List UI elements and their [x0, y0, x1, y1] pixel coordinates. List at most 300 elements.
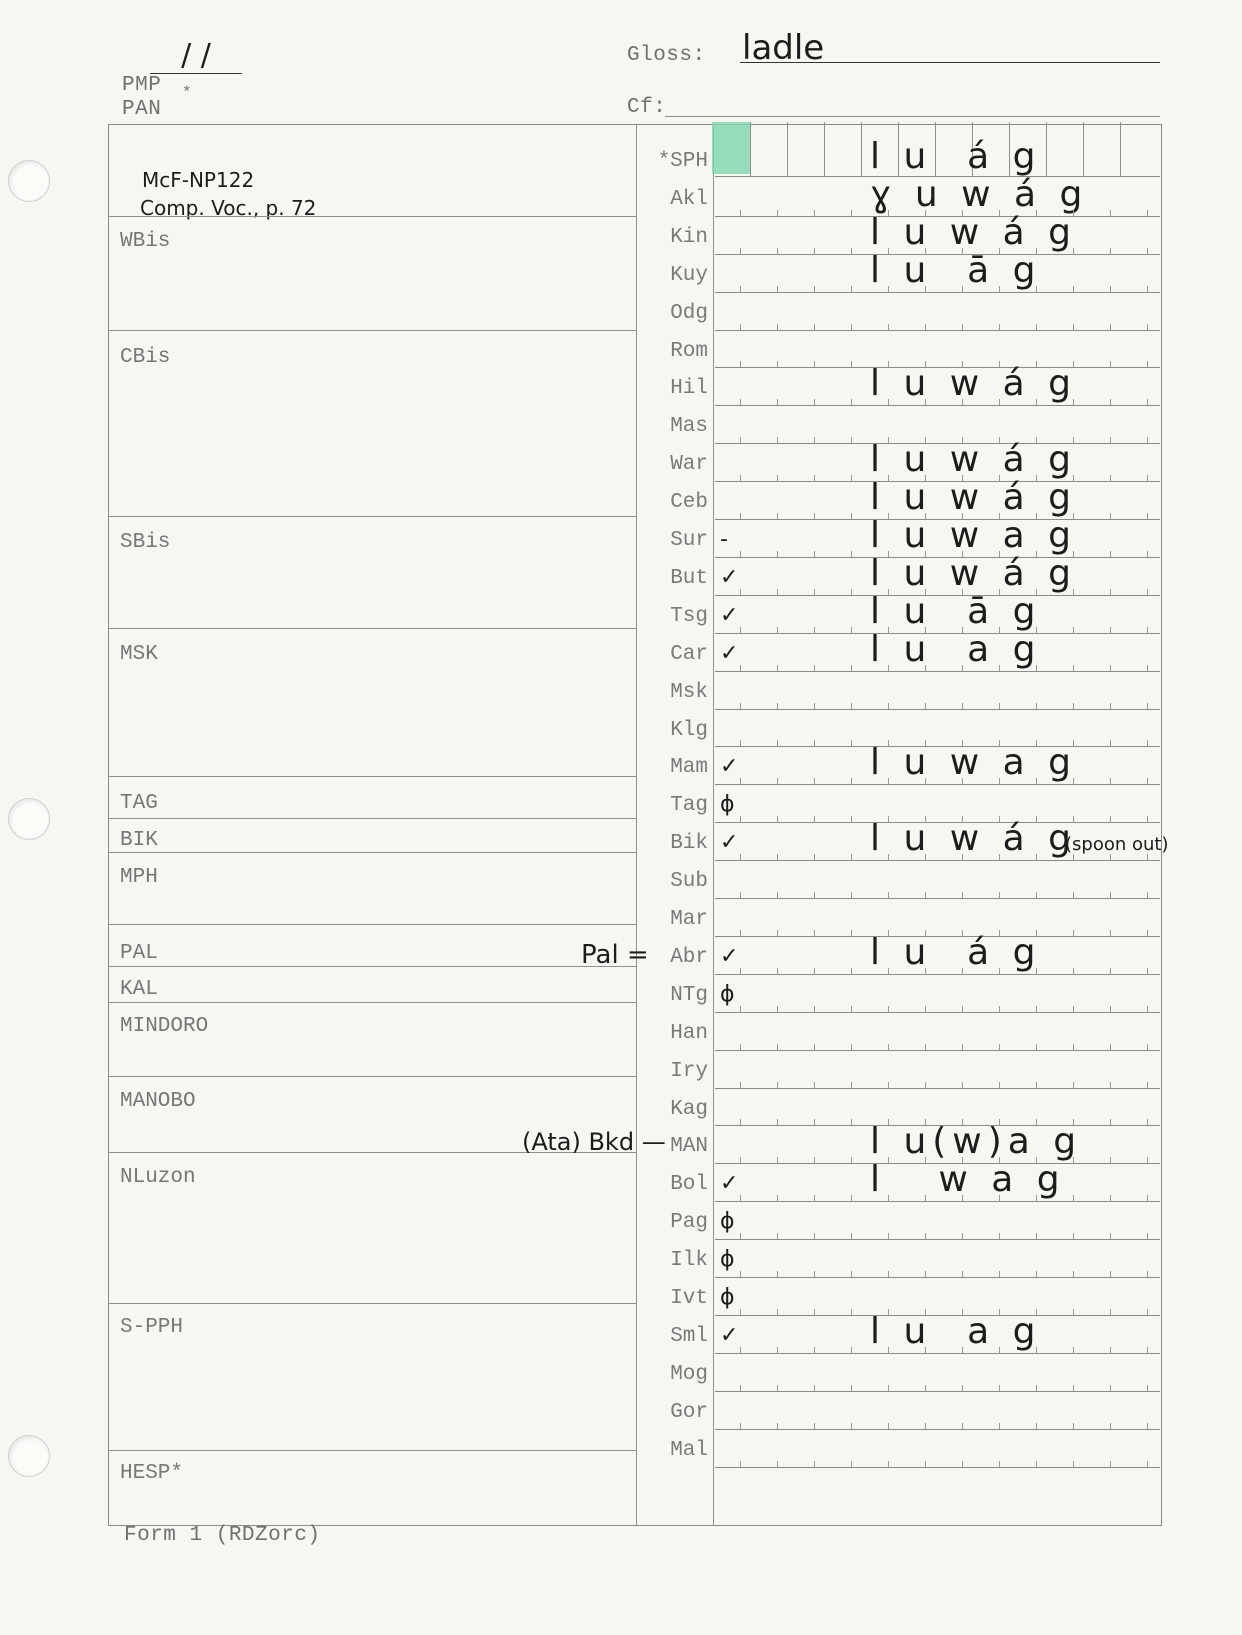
row-tick: [777, 248, 778, 254]
row-tick: [777, 589, 778, 595]
row-tick: [740, 665, 741, 671]
row-tick: [814, 248, 815, 254]
row-tick: [1073, 968, 1074, 974]
row-line: [715, 1353, 1160, 1354]
row-tick: [1073, 1195, 1074, 1201]
row-tick: [740, 1347, 741, 1353]
row-tick: [999, 286, 1000, 292]
row-mark: ϕ: [720, 1247, 735, 1273]
reflex-form: l u ā g: [870, 249, 1042, 291]
row-tick: [740, 513, 741, 519]
row-tick: [851, 589, 852, 595]
row-tick: [851, 703, 852, 709]
sph-box-line: [1083, 122, 1084, 176]
row-tick: [851, 1461, 852, 1467]
row-tick: [888, 1195, 889, 1201]
row-tick: [740, 778, 741, 784]
language-code: Msk: [670, 680, 708, 704]
row-line: [715, 1277, 1160, 1278]
row-tick: [888, 703, 889, 709]
reflex-form: l u w á g: [870, 439, 1077, 481]
row-tick: [777, 437, 778, 443]
language-code: Kin: [670, 225, 708, 249]
row-tick: [814, 513, 815, 519]
row-tick: [740, 210, 741, 216]
row-tick: [962, 968, 963, 974]
row-tick: [777, 1233, 778, 1239]
row-tick: [962, 1347, 963, 1353]
row-tick: [999, 892, 1000, 898]
row-tick: [1036, 1461, 1037, 1467]
row-mark: ✓: [720, 943, 739, 969]
reflex-note: (spoon out): [1065, 834, 1169, 856]
row-tick: [777, 892, 778, 898]
row-tick: [814, 1157, 815, 1163]
row-line: [715, 1050, 1160, 1051]
row-tick: [1147, 1461, 1148, 1467]
punch-hole-middle: [8, 798, 50, 840]
row-tick: [1036, 665, 1037, 671]
sph-box-line: [787, 122, 788, 176]
row-tick: [814, 1233, 815, 1239]
row-tick: [740, 627, 741, 633]
row-tick: [1110, 437, 1111, 443]
row-tick: [814, 589, 815, 595]
group-label-cbis: CBis: [120, 346, 171, 369]
left-column-divider: [636, 124, 637, 1526]
row-tick: [1110, 1044, 1111, 1050]
row-tick: [1147, 665, 1148, 671]
row-line: [715, 1467, 1160, 1468]
highlighted-cell: [712, 122, 750, 174]
language-code: Hil: [670, 377, 708, 401]
language-code: Ivt: [670, 1287, 708, 1310]
row-tick: [1110, 1082, 1111, 1088]
reflex-form: l u w a g: [870, 742, 1077, 784]
row-tick: [814, 740, 815, 746]
row-tick: [814, 778, 815, 784]
group-divider: [108, 776, 636, 777]
row-tick: [962, 1423, 963, 1429]
row-line: [715, 860, 1160, 861]
reflex-form: l u w á g: [870, 363, 1077, 405]
row-tick: [777, 1044, 778, 1050]
row-tick: [1036, 1347, 1037, 1353]
row-tick: [925, 1271, 926, 1277]
row-tick: [962, 399, 963, 405]
row-tick: [777, 1347, 778, 1353]
row-tick: [1147, 1347, 1148, 1353]
group-label-nluzon: NLuzon: [120, 1166, 196, 1189]
row-tick: [777, 740, 778, 746]
row-tick: [814, 1385, 815, 1391]
row-tick: [851, 627, 852, 633]
row-tick: [925, 854, 926, 860]
row-tick: [740, 286, 741, 292]
row-tick: [851, 1385, 852, 1391]
reflex-form: l u á g: [870, 931, 1042, 973]
language-code: Iry: [670, 1059, 708, 1083]
row-tick: [814, 551, 815, 557]
row-tick: [999, 1195, 1000, 1201]
language-code: Klg: [670, 718, 708, 742]
row-tick: [1147, 1233, 1148, 1239]
group-divider: [108, 330, 636, 331]
row-tick: [1110, 210, 1111, 216]
language-code: MAN: [670, 1135, 708, 1159]
row-tick: [1110, 399, 1111, 405]
row-tick: [777, 1006, 778, 1012]
row-tick: [740, 930, 741, 936]
row-tick: [1110, 1385, 1111, 1391]
row-tick: [925, 778, 926, 784]
language-code: But: [670, 566, 708, 590]
row-mark: ϕ: [720, 792, 735, 818]
row-tick: [777, 1461, 778, 1467]
row-line: [715, 1391, 1160, 1392]
group-divider: [108, 966, 636, 967]
row-tick: [962, 1006, 963, 1012]
row-tick: [1110, 892, 1111, 898]
row-tick: [999, 1006, 1000, 1012]
row-tick: [777, 627, 778, 633]
row-tick: [999, 1461, 1000, 1467]
reflex-form: l u w á g: [870, 477, 1077, 519]
row-tick: [962, 665, 963, 671]
reflex-form: l u w á g: [870, 552, 1077, 594]
row-tick: [925, 968, 926, 974]
language-code: Sml: [670, 1324, 708, 1348]
row-tick: [962, 1044, 963, 1050]
row-tick: [814, 437, 815, 443]
row-tick: [740, 1233, 741, 1239]
row-tick: [814, 361, 815, 367]
row-tick: [740, 551, 741, 557]
row-tick: [1110, 627, 1111, 633]
row-tick: [1036, 778, 1037, 784]
row-tick: [1036, 324, 1037, 330]
row-tick: [1036, 854, 1037, 860]
language-code: Sub: [670, 870, 708, 894]
language-code: Abr: [670, 945, 708, 969]
row-tick: [814, 286, 815, 292]
row-tick: [888, 665, 889, 671]
row-tick: [814, 930, 815, 936]
row-tick: [777, 551, 778, 557]
reflex-form: l u w á g: [870, 818, 1077, 860]
row-tick: [777, 1309, 778, 1315]
row-line: [715, 784, 1160, 785]
row-tick: [740, 1385, 741, 1391]
row-tick: [851, 551, 852, 557]
row-tick: [1073, 1385, 1074, 1391]
row-mark: ϕ: [720, 1209, 735, 1235]
row-tick: [1073, 627, 1074, 633]
row-tick: [1073, 1006, 1074, 1012]
row-tick: [777, 854, 778, 860]
row-tick: [777, 1195, 778, 1201]
group-divider: [108, 1002, 636, 1003]
group-label-mph: MPH: [120, 866, 158, 889]
row-tick: [1036, 703, 1037, 709]
row-tick: [1147, 1119, 1148, 1125]
row-tick: [888, 286, 889, 292]
row-tick: [740, 437, 741, 443]
row-tick: [740, 740, 741, 746]
row-tick: [777, 930, 778, 936]
gloss-label: Gloss:: [627, 44, 706, 67]
row-tick: [1073, 1347, 1074, 1353]
row-tick: [851, 437, 852, 443]
pal-equals-note: Pal =: [581, 940, 649, 970]
row-tick: [1110, 1271, 1111, 1277]
row-tick: [962, 1461, 963, 1467]
language-code: Kag: [670, 1097, 708, 1121]
row-tick: [851, 740, 852, 746]
row-tick: [814, 968, 815, 974]
row-tick: [925, 1082, 926, 1088]
row-tick: [1147, 1385, 1148, 1391]
row-tick: [1073, 1233, 1074, 1239]
row-tick: [888, 1006, 889, 1012]
group-label-msk: MSK: [120, 643, 158, 666]
row-tick: [851, 1271, 852, 1277]
form-footer: Form 1 (RDZorc): [124, 1524, 321, 1547]
row-tick: [888, 1271, 889, 1277]
row-tick: [851, 854, 852, 860]
row-tick: [740, 968, 741, 974]
row-tick: [962, 1195, 963, 1201]
row-tick: [962, 1271, 963, 1277]
row-tick: [814, 324, 815, 330]
row-tick: [925, 1423, 926, 1429]
row-tick: [962, 1082, 963, 1088]
row-tick: [999, 1385, 1000, 1391]
language-code: Car: [670, 642, 708, 666]
group-label-bik: BIK: [120, 829, 158, 852]
group-label-mindoro: MINDORO: [120, 1015, 209, 1038]
row-tick: [888, 1461, 889, 1467]
language-code: Han: [670, 1021, 708, 1045]
row-tick: [888, 1423, 889, 1429]
row-tick: [1073, 930, 1074, 936]
row-tick: [1147, 968, 1148, 974]
row-tick: [851, 324, 852, 330]
row-line: [715, 292, 1160, 293]
row-tick: [851, 475, 852, 481]
row-mark: ✓: [720, 564, 739, 590]
row-tick: [1147, 816, 1148, 822]
row-tick: [925, 1385, 926, 1391]
row-tick: [777, 324, 778, 330]
row-tick: [1110, 1119, 1111, 1125]
sph-box-line: [824, 122, 825, 176]
row-tick: [1110, 740, 1111, 746]
row-tick: [814, 892, 815, 898]
row-tick: [777, 210, 778, 216]
row-tick: [1110, 1347, 1111, 1353]
row-line: [715, 1239, 1160, 1240]
row-tick: [851, 1157, 852, 1163]
row-tick: [777, 1157, 778, 1163]
row-tick: [1073, 1309, 1074, 1315]
row-tick: [925, 1461, 926, 1467]
row-tick: [777, 1385, 778, 1391]
row-tick: [962, 892, 963, 898]
row-tick: [814, 1082, 815, 1088]
language-code: Tag: [670, 794, 708, 818]
row-tick: [851, 892, 852, 898]
row-tick: [851, 1423, 852, 1429]
row-tick: [1073, 703, 1074, 709]
row-tick: [999, 324, 1000, 330]
group-label-sph: S-PPH: [120, 1316, 184, 1339]
row-line: [715, 330, 1160, 331]
sph-box-line: [1046, 122, 1047, 176]
row-tick: [1073, 665, 1074, 671]
row-tick: [1036, 1233, 1037, 1239]
row-tick: [851, 1044, 852, 1050]
row-tick: [999, 1233, 1000, 1239]
row-tick: [740, 1157, 741, 1163]
row-tick: [851, 665, 852, 671]
row-tick: [1073, 1271, 1074, 1277]
row-tick: [740, 816, 741, 822]
row-tick: [740, 892, 741, 898]
row-tick: [925, 1044, 926, 1050]
row-line: [715, 671, 1160, 672]
row-tick: [1110, 1233, 1111, 1239]
row-tick: [1073, 324, 1074, 330]
row-tick: [814, 475, 815, 481]
row-tick: [1036, 1385, 1037, 1391]
row-tick: [999, 399, 1000, 405]
row-tick: [851, 930, 852, 936]
row-line: [715, 1088, 1160, 1089]
row-tick: [740, 248, 741, 254]
row-tick: [1036, 286, 1037, 292]
language-code: Mam: [670, 756, 708, 780]
row-tick: [777, 1119, 778, 1125]
row-tick: [777, 286, 778, 292]
row-tick: [1110, 324, 1111, 330]
sph-box-line: [750, 122, 751, 176]
row-tick: [999, 703, 1000, 709]
row-tick: [1147, 854, 1148, 860]
row-tick: [1147, 1309, 1148, 1315]
row-tick: [999, 665, 1000, 671]
row-tick: [888, 1385, 889, 1391]
row-tick: [962, 1233, 963, 1239]
row-tick: [1147, 475, 1148, 481]
row-tick: [925, 324, 926, 330]
row-tick: [999, 1423, 1000, 1429]
row-tick: [777, 475, 778, 481]
row-tick: [1147, 361, 1148, 367]
row-tick: [888, 1044, 889, 1050]
row-tick: [814, 854, 815, 860]
pmp-label: PMP: [122, 74, 162, 97]
row-tick: [740, 1082, 741, 1088]
row-tick: [1147, 248, 1148, 254]
group-label-tag: TAG: [120, 792, 158, 815]
row-tick: [851, 1233, 852, 1239]
row-line: [715, 974, 1160, 975]
sph-box-line: [1120, 122, 1121, 176]
row-tick: [925, 1347, 926, 1353]
row-tick: [1110, 286, 1111, 292]
row-tick: [888, 1347, 889, 1353]
row-tick: [851, 1195, 852, 1201]
group-divider: [108, 852, 636, 853]
row-tick: [1110, 1309, 1111, 1315]
reflex-form: l u w á g: [870, 211, 1077, 253]
row-tick: [888, 778, 889, 784]
language-code: Odg: [670, 301, 708, 325]
row-tick: [962, 324, 963, 330]
row-tick: [814, 1309, 815, 1315]
row-tick: [851, 1347, 852, 1353]
row-tick: [1147, 1423, 1148, 1429]
row-tick: [1073, 1157, 1074, 1163]
row-tick: [1110, 778, 1111, 784]
row-tick: [1073, 892, 1074, 898]
row-tick: [888, 892, 889, 898]
row-tick: [925, 399, 926, 405]
row-tick: [740, 1309, 741, 1315]
row-tick: [777, 968, 778, 974]
row-tick: [888, 968, 889, 974]
row-tick: [1110, 1423, 1111, 1429]
row-tick: [740, 1461, 741, 1467]
language-code: Ceb: [670, 491, 708, 515]
language-code: Sur: [670, 529, 708, 552]
row-tick: [925, 286, 926, 292]
language-code: Gor: [670, 1400, 708, 1424]
row-tick: [1110, 513, 1111, 519]
row-tick: [1147, 1271, 1148, 1277]
reflex-form: l u a g: [870, 1310, 1042, 1352]
row-tick: [851, 399, 852, 405]
row-tick: [814, 210, 815, 216]
language-code: Mog: [670, 1362, 708, 1386]
source-note-line2: Comp. Voc., p. 72: [140, 196, 317, 220]
language-code: NTg: [670, 983, 708, 1007]
row-tick: [1073, 589, 1074, 595]
language-code: War: [670, 453, 708, 477]
row-tick: [1036, 892, 1037, 898]
row-tick: [888, 854, 889, 860]
row-mark: ✓: [720, 754, 739, 780]
language-code: Bik: [670, 832, 708, 856]
row-tick: [962, 854, 963, 860]
row-tick: [851, 248, 852, 254]
row-tick: [999, 968, 1000, 974]
row-tick: [1036, 1423, 1037, 1429]
row-tick: [814, 1044, 815, 1050]
row-tick: [851, 513, 852, 519]
row-tick: [925, 1195, 926, 1201]
row-tick: [814, 703, 815, 709]
row-tick: [1147, 1195, 1148, 1201]
pan-label: PAN: [122, 98, 162, 121]
row-tick: [1110, 1461, 1111, 1467]
language-code: Mar: [670, 908, 708, 931]
row-tick: [1147, 286, 1148, 292]
cf-label: Cf:: [627, 96, 667, 119]
row-mark: ✓: [720, 830, 739, 856]
reflex-form: l u ā g: [870, 590, 1042, 632]
